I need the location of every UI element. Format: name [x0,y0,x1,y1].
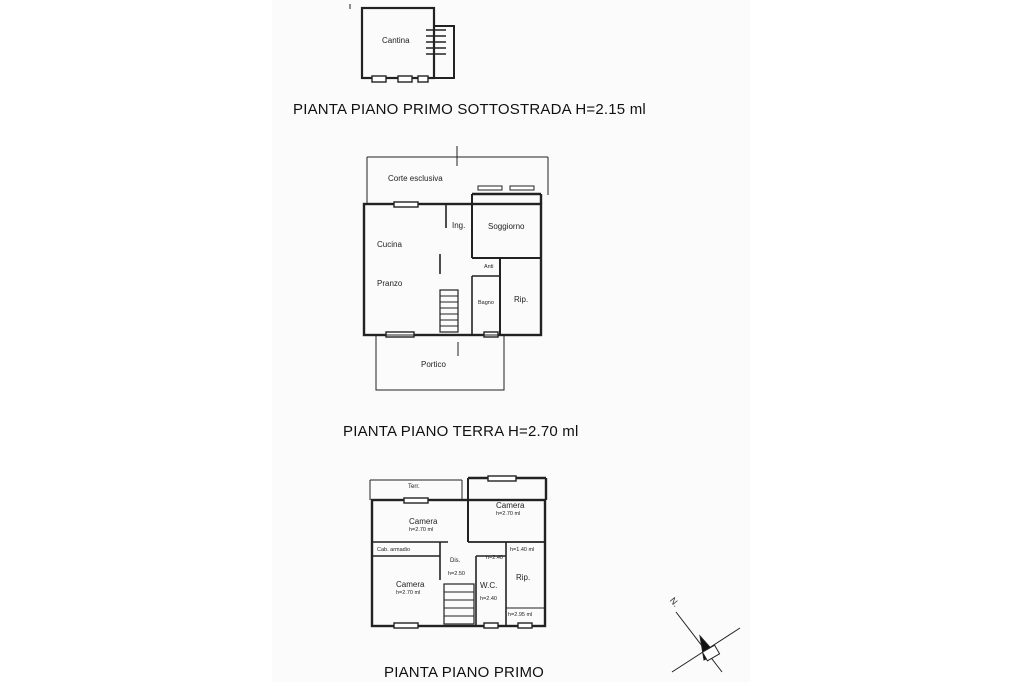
basement-title: PIANTA PIANO PRIMO SOTTOSTRADA H=2.15 ml [293,101,646,118]
north-arrow [672,612,740,672]
room-label-corte: Corte esclusiva [388,174,443,183]
room-label-soggiorno: Soggiorno [488,222,525,231]
height-label-camera-c: h=2.70 ml [396,590,421,596]
height-label-140: h=1.40 ml [510,547,535,553]
room-label-ing: Ing. [452,221,466,230]
room-label-cab-armadio: Cab. armadio [377,547,411,553]
north-label: N. [667,595,682,609]
height-label-rip: h=2.95 ml [508,612,533,618]
height-label-250: h=2.50 [448,571,465,577]
room-label-cucina: Cucina [377,240,402,249]
room-label-cantina: Cantina [382,36,410,45]
height-label-240: h=2.40 [486,555,503,561]
room-label-rip-first: Rip. [516,573,531,582]
room-label-camera-b: Camera [496,501,525,510]
room-label-portico: Portico [421,360,446,369]
room-label-pranzo: Pranzo [377,279,403,288]
height-label-camera-b: h=2.70 ml [496,511,521,517]
ground-title: PIANTA PIANO TERRA H=2.70 ml [343,423,579,440]
room-label-bagno: Bagno [478,300,494,306]
room-label-anti: Anti [484,264,494,270]
room-label-camera-c: Camera [396,580,425,589]
room-label-wc: W.C. [480,581,498,590]
room-label-terr: Terr. [408,484,420,490]
room-label-rip: Rip. [514,295,529,304]
first-title: PIANTA PIANO PRIMO [384,664,545,681]
room-label-camera-a: Camera [409,517,438,526]
height-label-wc: h=2.40 [480,596,497,602]
room-label-dis: Dis. [450,558,461,564]
height-label-camera-a: h=2.70 ml [409,527,434,533]
